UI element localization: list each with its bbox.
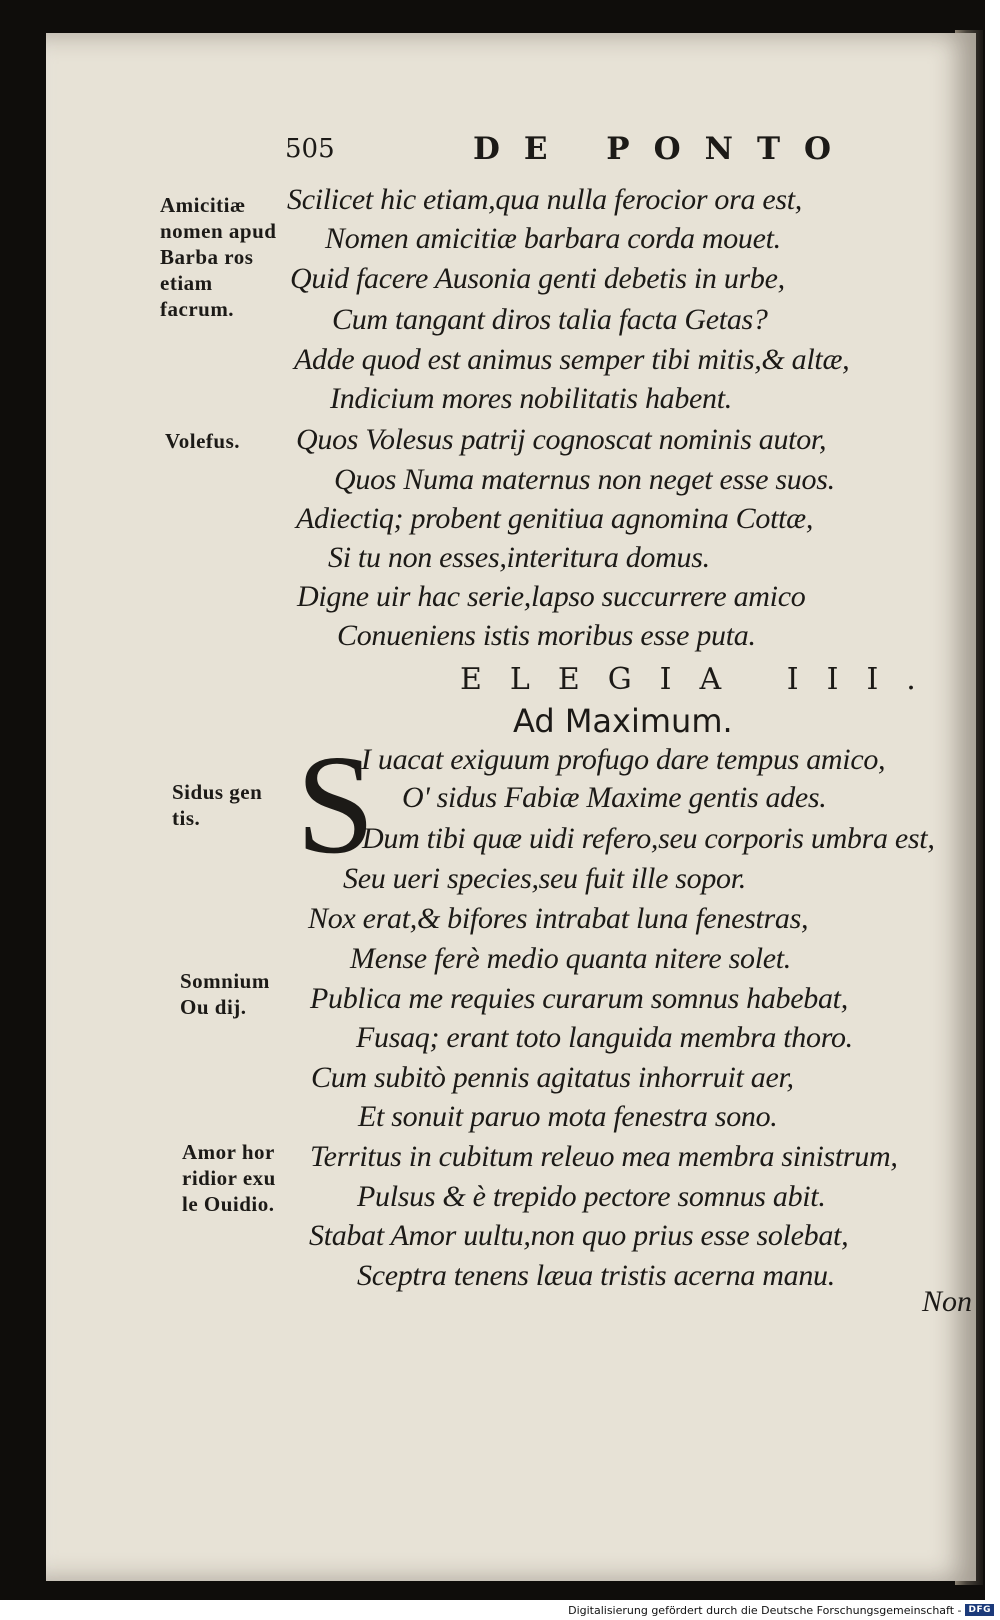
verse-line: Territus in cubitum releuo mea membra sinistrum, <box>310 1140 898 1173</box>
verse-line: Sceptra tenens læua tristis acerna manu. <box>357 1259 835 1292</box>
verse-line: Scilicet hic etiam,qua nulla ferocior ora est, <box>287 183 802 216</box>
drop-cap: S <box>296 725 375 883</box>
elegia-heading: ELEGIA III. <box>460 662 944 697</box>
margin-note-somnium: Somnium Ou dij. <box>180 969 270 1019</box>
verse-line: Quid facere Ausonia genti debetis in urbe, <box>290 262 785 295</box>
verse-line: Et sonuit paruo mota fenestra sono. <box>358 1100 778 1133</box>
verse-line: Quos Numa maternus non neget esse suos. <box>334 463 835 496</box>
catchword: Non <box>922 1285 973 1318</box>
verse-line: Mense ferè medio quanta nitere solet. <box>350 942 792 975</box>
page-number: 505 <box>285 134 335 164</box>
elegia-subtitle: Ad Maximum. <box>513 702 733 740</box>
margin-note-sidus: Sidus gen tis. <box>172 780 263 830</box>
verse-line: Indicium mores nobilitatis habent. <box>330 382 732 415</box>
verse-line: I uacat exiguum profugo dare tempus amico, <box>361 743 886 776</box>
verse-line: Adde quod est animus semper tibi mitis,& altæ, <box>294 343 850 376</box>
running-title: DE PONTO <box>473 131 856 167</box>
verse-line: Stabat Amor uultu,non quo prius esse solebat, <box>309 1219 849 1252</box>
verse-line: Conueniens istis moribus esse puta. <box>337 619 756 652</box>
verse-line: Adiectiq; probent genitiua agnomina Cottæ, <box>296 502 814 535</box>
margin-note-volesus: Volefus. <box>165 429 240 453</box>
verse-line: Si tu non esses,interitura domus. <box>328 541 710 574</box>
verse-line: O' sidus Fabiæ Maxime gentis ades. <box>402 781 827 814</box>
verse-line: Quos Volesus patrij cognoscat nominis autor, <box>296 423 827 456</box>
verse-line: Nox erat,& bifores intrabat luna fenestras, <box>308 902 809 935</box>
footer-text: Digitalisierung gefördert durch die Deutsche Forschungsgemeinschaft - <box>568 1603 962 1617</box>
verse-line: Fusaq; erant toto languida membra thoro. <box>356 1021 853 1054</box>
dfg-logo: DFG <box>965 1604 994 1616</box>
verse-line: Pulsus & è trepido pectore somnus abit. <box>357 1180 826 1213</box>
verse-line: Cum tangant diros talia facta Getas? <box>332 303 768 336</box>
verse-line: Seu ueri species,seu fuit ille sopor. <box>343 862 747 895</box>
verse-line: Digne uir hac serie,lapso succurrere amico <box>297 580 806 613</box>
margin-note-amor: Amor hor ridior exu le Ouidio. <box>182 1140 276 1216</box>
verse-line: Nomen amicitiæ barbara corda mouet. <box>325 222 781 255</box>
margin-note-amicitiae: Amicitiæ nomen apud Barba ros etiam facrum. <box>160 193 277 321</box>
verse-line: Publica me requies curarum somnus habebat, <box>310 982 848 1015</box>
digitization-footer <box>568 1602 994 1618</box>
verse-line: Dum tibi quæ uidi refero,seu corporis umbra est, <box>362 822 935 855</box>
verse-line: Cum subitò pennis agitatus inhorruit aer, <box>311 1061 794 1094</box>
